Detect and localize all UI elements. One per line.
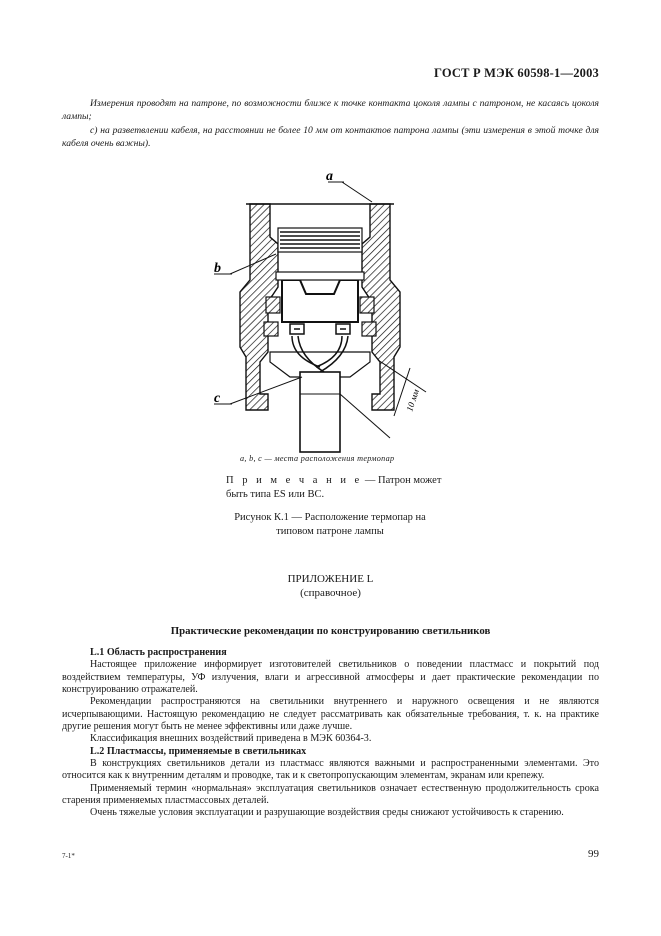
note-text: — Патрон может быть типа ES или BC. xyxy=(226,475,442,500)
print-mark: 7-1* xyxy=(62,852,75,860)
label-b: b xyxy=(214,261,221,276)
figure-note xyxy=(226,474,456,502)
figure-legend: a, b, c — места расположения термопар xyxy=(240,454,395,463)
contact-carrier xyxy=(282,280,358,322)
caption-line: Рисунок К.1 — Расположение термопар на xyxy=(234,512,426,523)
intro-paragraph: с) на разветвлении кабеля, на расстоянии не более 10 мм от контактов патрона лампы (эти измерения в этой точке для кабеля очень важны). xyxy=(62,124,599,150)
appendix-title: ПРИЛОЖЕНИЕ L xyxy=(287,573,374,585)
paragraph: Очень тяжелые условия эксплуатации и разрушающие воздействия среды снижают устойчивость к старению. xyxy=(90,807,564,819)
intro-paragraph: Измерения проводят на патроне, по возможности ближе к точке контакта цоколя лампы с патроном, не касаясь цоколя лампы; xyxy=(62,98,599,123)
appendix-section-title: Практические рекомендации по конструированию светильников xyxy=(170,625,491,637)
body-text xyxy=(62,647,599,820)
section-heading-l2: L.2 Пластмассы, применяемые в светильниках xyxy=(90,745,307,757)
appendix-heading xyxy=(0,573,661,600)
paragraph: Рекомендации распространяются на светильники внутреннего и наружного освещения и не являются исчерпывающими. Настоящую рекомендацию не следует рассматривать как обязательные требования, т. к. на практике другие решения могут быть не менее эффективны или даже лучше. xyxy=(62,696,599,733)
label-a: a xyxy=(326,169,333,184)
page-number: 99 xyxy=(588,848,599,860)
paragraph: Применяемый термин «нормальная» эксплуатация светильников означает естественную продолжительность срока старения применяемых пластмассовых деталей. xyxy=(62,782,599,807)
note-label: П р и м е ч а н и е xyxy=(226,475,363,486)
caption-line: типовом патроне лампы xyxy=(276,525,384,537)
figure-caption xyxy=(200,511,460,538)
label-c: c xyxy=(214,391,221,406)
section-heading-l1: L.1 Область распространения xyxy=(90,647,227,658)
dimension-label: 10 мм xyxy=(404,387,421,413)
paragraph: Настоящее приложение информирует изготовителей светильников о поведении пластмасс и покрытий под воздействием температуры, УФ излучения, влаги и агрессивной атмосферы и дает практические рекомендации по конструированию отражателей. xyxy=(62,659,599,696)
appendix-subtitle: (справочное) xyxy=(300,586,361,599)
document-code: ГОСТ Р МЭК 60598-1—2003 xyxy=(434,66,599,80)
cable xyxy=(300,372,340,452)
lamp-holder-drawing xyxy=(200,162,460,462)
intro-text xyxy=(62,97,599,151)
paragraph: Классификация внешних воздействий приведена в МЭК 60364-3. xyxy=(90,733,372,745)
paragraph: В конструкциях светильников детали из пластмасс являются важными и распространенными элементами. Это относится как к внутренним деталям и проводке, так и к светопропускающим элементам, экранам или крепежу. xyxy=(62,758,599,782)
